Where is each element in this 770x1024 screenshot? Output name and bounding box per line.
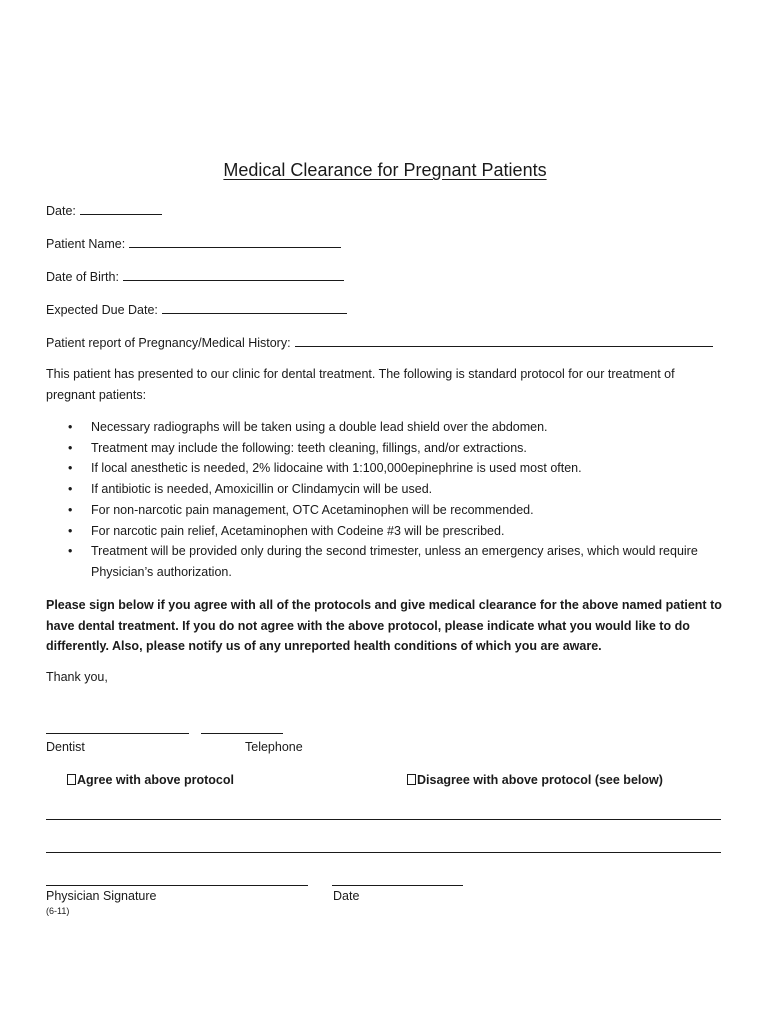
bullet-icon: •	[68, 482, 73, 497]
list-item	[46, 541, 722, 582]
patient-name-label: Patient Name:	[46, 237, 126, 251]
form-code: (6-11)	[46, 906, 70, 916]
date-input-line[interactable]	[80, 202, 162, 215]
protocol-list	[46, 417, 722, 583]
bullet-icon: •	[68, 523, 73, 538]
disagree-option[interactable]	[407, 773, 663, 787]
date-of-birth-input-line[interactable]	[123, 268, 344, 281]
intro-paragraph: This patient has presented to our clinic for dental treatment. The following is standard protocol for our treatment of pregnant patients:	[46, 367, 675, 402]
list-item	[46, 417, 722, 438]
expected-due-date-label: Expected Due Date:	[46, 303, 158, 317]
bullet-icon: •	[68, 440, 73, 455]
disagree-label: Disagree with above protocol (see below)	[417, 773, 663, 787]
list-item-text: Treatment may include the following: teeth cleaning, fillings, and/or extractions.	[91, 440, 527, 455]
expected-due-date-input-line[interactable]	[162, 301, 347, 314]
medical-history-label: Patient report of Pregnancy/Medical History:	[46, 336, 291, 350]
agree-option[interactable]	[67, 773, 234, 787]
agree-label: Agree with above protocol	[77, 773, 234, 787]
page-title: Medical Clearance for Pregnant Patients	[223, 160, 547, 180]
thank-you-text: Thank you,	[46, 670, 108, 684]
bullet-icon: •	[68, 420, 73, 434]
physician-signature-label: Physician Signature	[46, 889, 157, 903]
physician-date-line[interactable]	[332, 885, 463, 886]
bullet-icon: •	[68, 461, 73, 476]
dentist-label: Dentist	[46, 740, 85, 754]
list-item	[46, 479, 722, 500]
physician-date-label: Date	[333, 889, 360, 903]
bullet-icon: •	[68, 544, 73, 559]
list-item-text: For non-narcotic pain management, OTC Acetaminophen will be recommended.	[91, 502, 534, 517]
telephone-line[interactable]	[201, 733, 283, 734]
list-item-text: For narcotic pain relief, Acetaminophen with Codeine #3 will be prescribed.	[91, 523, 505, 538]
date-of-birth-label: Date of Birth:	[46, 270, 119, 284]
medical-history-field	[46, 334, 713, 350]
disagree-checkbox[interactable]	[407, 774, 416, 785]
list-item	[46, 521, 722, 542]
date-of-birth-field	[46, 268, 344, 284]
instructions-paragraph: Please sign below if you agree with all of the protocols and give medical clearance for the above named patient to have dental treatment. If you do not agree with the above protocol, please indicate what you would like to do differently. Also, please notify us of any unreported health conditions of which you are aware.	[46, 598, 722, 653]
comment-line-1[interactable]	[46, 819, 721, 820]
comment-line-2[interactable]	[46, 852, 721, 853]
patient-name-input-line[interactable]	[129, 235, 341, 248]
date-field	[46, 202, 162, 218]
telephone-label: Telephone	[245, 740, 303, 754]
medical-history-input-line[interactable]	[295, 334, 713, 347]
list-item-text: Necessary radiographs will be taken using a double lead shield over the abdomen.	[91, 420, 548, 434]
dentist-signature-line[interactable]	[46, 733, 189, 734]
list-item-text: If antibiotic is needed, Amoxicillin or Clindamycin will be used.	[91, 482, 433, 497]
list-item	[46, 438, 722, 459]
agree-checkbox[interactable]	[67, 774, 76, 785]
list-item	[46, 500, 722, 521]
list-item-text: Treatment will be provided only during the second trimester, unless an emergency arises, which would require Physician’s authorization.	[91, 544, 698, 579]
expected-due-date-field	[46, 301, 347, 317]
physician-signature-line[interactable]	[46, 885, 308, 886]
date-label: Date:	[46, 204, 76, 218]
bullet-icon: •	[68, 502, 73, 517]
patient-name-field	[46, 235, 341, 251]
list-item	[46, 458, 722, 479]
list-item-text: If local anesthetic is needed, 2% lidocaine with 1:100,000epinephrine is used most often.	[91, 461, 582, 476]
